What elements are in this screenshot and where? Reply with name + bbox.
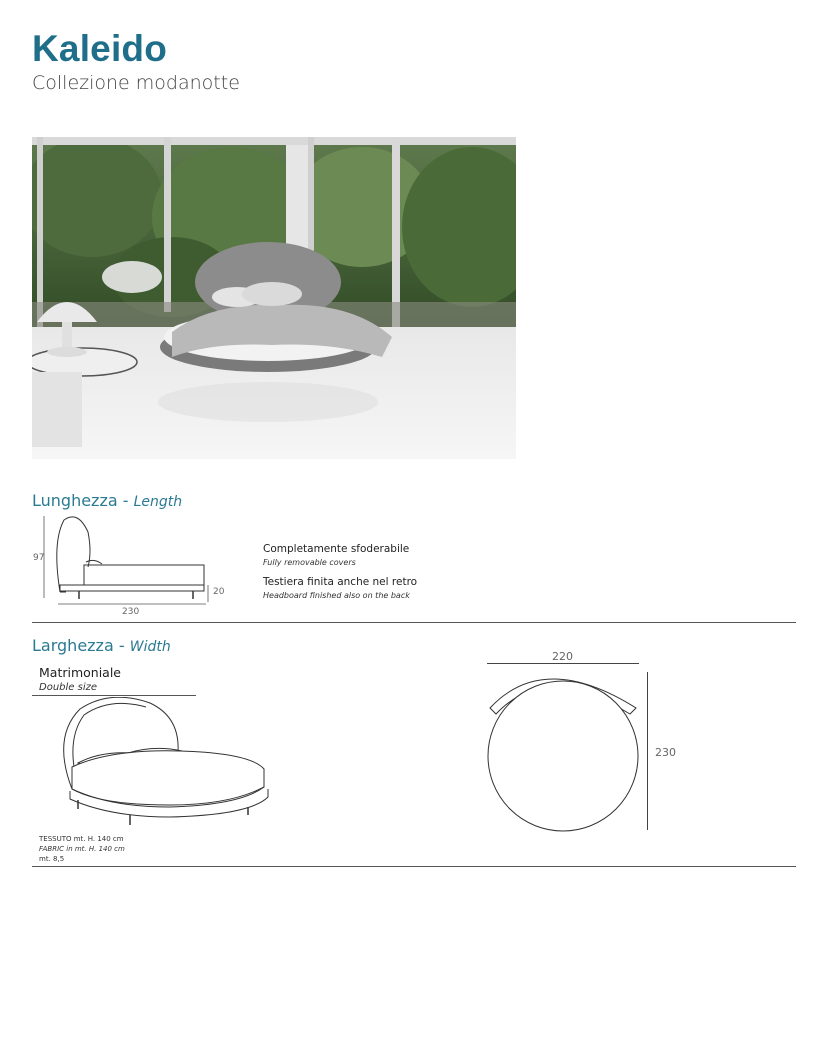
width-separator: - bbox=[118, 636, 125, 655]
collection-subtitle: Collezione modanotte bbox=[32, 72, 240, 94]
width-heading bbox=[32, 636, 171, 655]
length-label-it: Lunghezza bbox=[32, 491, 118, 510]
width-label-it: Larghezza bbox=[32, 636, 114, 655]
height-dimension: 97 bbox=[33, 553, 45, 563]
length-separator: - bbox=[122, 491, 129, 510]
length-dimension: 230 bbox=[122, 607, 140, 617]
product-title: Kaleido bbox=[32, 28, 168, 69]
size-underline bbox=[32, 695, 196, 696]
side-view-drawing bbox=[30, 512, 230, 612]
size-label-en: Double size bbox=[39, 682, 98, 693]
note-headboard-en: Headboard finished also on the back bbox=[263, 591, 410, 600]
length-label-en: Length bbox=[133, 494, 183, 510]
fabric-info bbox=[39, 834, 125, 864]
note-removable-en: Fully removable covers bbox=[263, 558, 356, 567]
divider-1 bbox=[32, 622, 796, 623]
width-label-en: Width bbox=[129, 639, 171, 655]
note-removable-it: Completamente sfoderabile bbox=[263, 543, 410, 555]
fabric-line-it: TESSUTO mt. H. 140 cm bbox=[39, 835, 124, 843]
top-width-dim-line bbox=[487, 663, 639, 664]
top-view-drawing bbox=[484, 668, 644, 834]
note-headboard-it: Testiera finita anche nel retro bbox=[263, 576, 418, 588]
base-height-dimension: 20 bbox=[213, 587, 225, 597]
divider-2 bbox=[32, 866, 796, 867]
top-width-dimension: 220 bbox=[552, 650, 573, 663]
size-label-it: Matrimoniale bbox=[39, 665, 122, 680]
top-length-dimension: 230 bbox=[655, 746, 676, 759]
length-heading bbox=[32, 491, 182, 510]
top-length-dim-line bbox=[647, 672, 648, 830]
product-photo bbox=[32, 137, 516, 459]
fabric-amount: mt. 8,5 bbox=[39, 855, 65, 863]
perspective-view-drawing bbox=[50, 697, 275, 829]
fabric-line-en: FABRIC in mt. H. 140 cm bbox=[39, 845, 125, 853]
